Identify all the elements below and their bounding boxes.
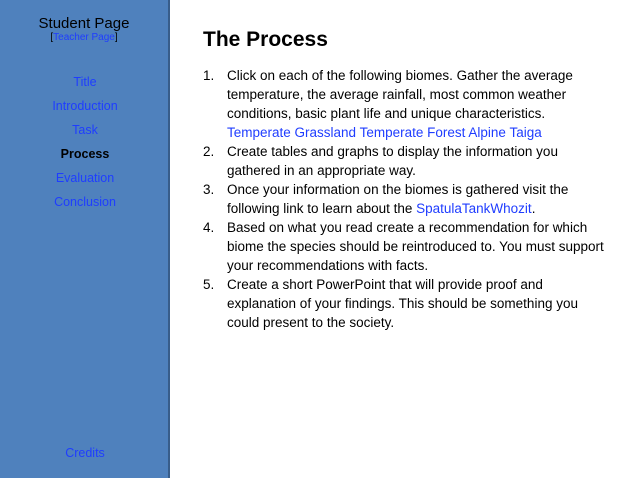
page-title: The Process bbox=[203, 28, 328, 51]
nav-item-process: Process bbox=[60, 147, 110, 161]
process-step-5 bbox=[203, 275, 613, 332]
nav-item-conclusion[interactable]: Conclusion bbox=[54, 195, 116, 209]
sidebar-nav bbox=[0, 70, 170, 214]
step-number: 3. bbox=[203, 182, 215, 197]
step-text: Click on each of the following biomes. Gather the average temperature, the average rainfall, most common weather conditions, basic plant life and unique characteristics. bbox=[227, 68, 573, 121]
taiga-link[interactable]: Taiga bbox=[509, 125, 542, 140]
teacher-bracket-open: [ bbox=[50, 32, 54, 43]
nav-item-task[interactable]: Task bbox=[72, 123, 98, 137]
step-text: Create tables and graphs to display the information you gathered in an appropriate way. bbox=[227, 144, 558, 178]
student-page-title: Student Page bbox=[38, 15, 130, 32]
process-step-1 bbox=[203, 66, 613, 142]
sidebar-header bbox=[0, 0, 168, 44]
step-text: Create a short PowerPoint that will provide proof and explanation of your findings. This should be something you could present to the society. bbox=[227, 277, 578, 330]
step-text: Once your information on the biomes is gathered visit the following link to learn about the bbox=[227, 182, 569, 216]
temperate-grassland-link[interactable]: Temperate Grassland bbox=[227, 125, 357, 140]
step-text: Based on what you read create a recommendation for which biome the species should be reintroduced to. You must support your recommendations with facts. bbox=[227, 220, 604, 273]
alpine-link[interactable]: Alpine bbox=[468, 125, 506, 140]
step-number: 1. bbox=[203, 68, 215, 83]
process-step-4 bbox=[203, 218, 613, 275]
teacher-bracket-close: ] bbox=[114, 32, 118, 43]
step-number: 2. bbox=[203, 144, 215, 159]
nav-item-introduction[interactable]: Introduction bbox=[52, 99, 118, 113]
process-steps bbox=[203, 66, 613, 332]
teacher-page-link[interactable]: Teacher Page bbox=[53, 32, 115, 43]
step-text-end: . bbox=[531, 201, 536, 216]
step-number: 4. bbox=[203, 220, 215, 235]
nav-item-title[interactable]: Title bbox=[73, 75, 97, 89]
process-step-3 bbox=[203, 180, 613, 218]
spatulatankwhozit-link[interactable]: SpatulaTankWhozit bbox=[416, 201, 532, 216]
teacher-page-line bbox=[0, 32, 168, 44]
step-number: 5. bbox=[203, 277, 215, 292]
nav-item-evaluation[interactable]: Evaluation bbox=[55, 171, 115, 185]
temperate-forest-link[interactable]: Temperate Forest bbox=[359, 125, 466, 140]
nav-item-credits[interactable]: Credits bbox=[65, 446, 105, 460]
main-content bbox=[203, 25, 613, 332]
process-step-2 bbox=[203, 142, 613, 180]
sidebar bbox=[0, 0, 170, 478]
